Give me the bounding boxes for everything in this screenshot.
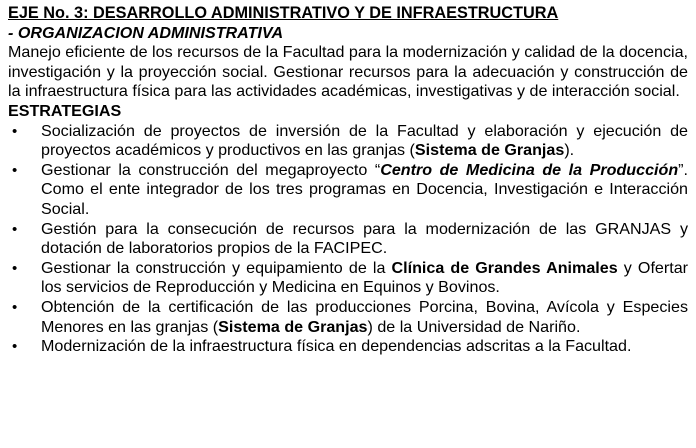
bullet-icon: • (12, 338, 18, 356)
bullet-icon: • (12, 161, 18, 179)
strategy-text: Modernización de la infraestructura física en dependencias adscritas a la Facultad. (41, 337, 632, 356)
bullet-icon: • (12, 122, 18, 140)
strategy-emphasis: Sistema de Granjas (218, 317, 368, 336)
strategy-emphasis: Centro de Medicina de la Producción (380, 160, 679, 179)
strategy-emphasis: Sistema de Granjas (414, 141, 565, 160)
strategy-item-1 (8, 122, 688, 161)
bullet-icon: • (12, 259, 18, 277)
strategy-text: Obtención de la certificación de las producciones Porcina, Bovina, Avícola y Especies Menores en las granjas ( (41, 297, 688, 336)
strategy-text-end: ) de la Universidad de Nariño. (367, 317, 581, 336)
section-subheading: - ORGANIZACION ADMINISTRATIVA (8, 23, 284, 42)
strategy-item-5 (8, 298, 688, 337)
strategy-emphasis: Clínica de Grandes Animales (391, 258, 618, 277)
strategy-text: Gestión para la consecución de recursos para la modernización de las GRANJAS y dotación de laboratorios propios de la FACIPEC. (41, 219, 688, 258)
strategy-text-end: ). (564, 141, 575, 160)
strategy-text-end: ”. Como el ente integrador de los tres programas en Docencia, Investigación e Interacción Social. (41, 160, 688, 218)
strategy-item-6 (8, 337, 688, 357)
bullet-icon: • (12, 220, 18, 238)
strategies-title: ESTRATEGIAS (8, 101, 122, 120)
intro-paragraph: Manejo eficiente de los recursos de la Facultad para la modernización y calidad de la docencia, investigación y la proyección social. Gestionar recursos para la adecuación y construcción de la infraestructura física para las actividades académicas, investigativas y de interacción social. (8, 43, 688, 101)
strategy-text: Gestionar la construcción del megaproyecto “ (41, 160, 381, 179)
strategy-item-3 (8, 220, 688, 259)
strategy-item-4 (8, 259, 688, 298)
strategies-list (8, 122, 688, 357)
strategy-text: Gestionar la construcción y equipamiento de la (41, 258, 392, 277)
strategy-text: Socialización de proyectos de inversión de la Facultad y elaboración y ejecución de proyectos académicos y productivos en las granjas ( (41, 121, 688, 160)
section-heading: EJE No. 3: DESARROLLO ADMINISTRATIVO Y DE INFRAESTRUCTURA (8, 4, 559, 22)
bullet-icon: • (12, 298, 18, 316)
strategy-item-2 (8, 161, 688, 220)
strategy-text-end: y Ofertar los servicios de Reproducción y Medicina en Equinos y Bovinos. (41, 258, 689, 297)
